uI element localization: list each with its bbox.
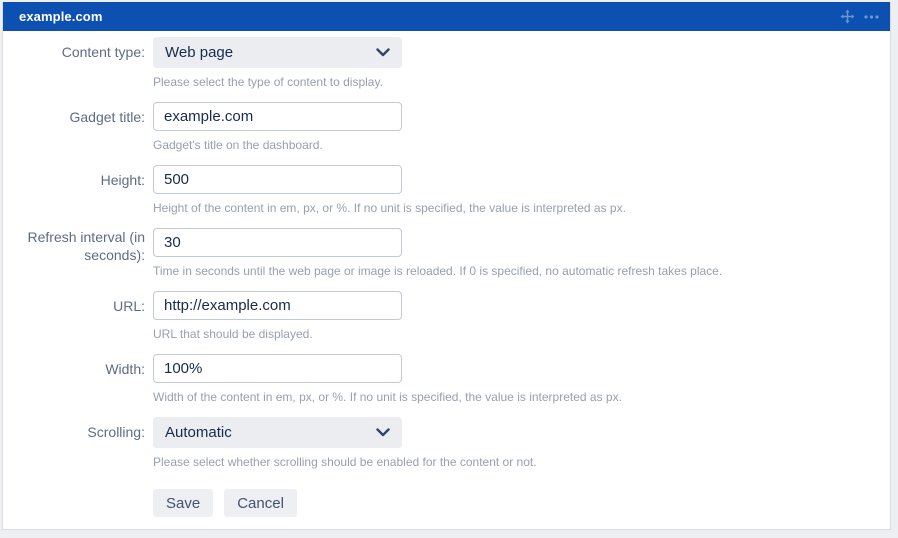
content-type-help: Please select the type of content to display. — [153, 75, 383, 89]
save-button[interactable]: Save — [153, 489, 213, 517]
url-help: URL that should be displayed. — [153, 327, 313, 341]
move-icon[interactable] — [840, 9, 855, 24]
refresh-interval-help: Time in seconds until the web page or image is reloaded. If 0 is specified, no automatic refresh takes place. — [153, 264, 723, 278]
field-row-url — [3, 291, 880, 341]
scrolling-help: Please select whether scrolling should be enabled for the content or not. — [153, 455, 537, 469]
gadget-config-form — [3, 31, 890, 529]
field-row-content-type — [3, 37, 880, 89]
form-buttons — [153, 489, 880, 517]
url-input[interactable] — [153, 291, 402, 320]
content-type-select[interactable] — [153, 37, 402, 68]
content-type-select-value: Web page — [165, 44, 234, 61]
refresh-interval-label: Refresh interval (in seconds): — [27, 229, 145, 263]
scrolling-label: Scrolling: — [87, 424, 145, 440]
gadget-title-help: Gadget's title on the dashboard. — [153, 138, 323, 152]
gadget-header — [3, 2, 890, 31]
height-help: Height of the content in em, px, or %. If no unit is specified, the value is interpreted as px. — [153, 201, 626, 215]
width-input[interactable] — [153, 354, 402, 383]
gadget-title-input[interactable] — [153, 102, 402, 131]
scrolling-select-value: Automatic — [165, 424, 232, 441]
chevron-down-icon — [376, 428, 390, 437]
refresh-interval-input[interactable] — [153, 228, 402, 257]
gadget-panel — [2, 2, 891, 530]
field-row-height — [3, 165, 880, 215]
scrolling-select[interactable] — [153, 417, 402, 448]
field-row-scrolling — [3, 417, 880, 469]
url-label: URL: — [113, 298, 145, 314]
field-row-refresh-interval — [3, 228, 880, 278]
header-icons — [840, 9, 880, 24]
gadget-title-label: Gadget title: — [69, 109, 145, 125]
content-type-label: Content type: — [61, 44, 145, 60]
height-input[interactable] — [153, 165, 402, 194]
field-row-gadget-title — [3, 102, 880, 152]
width-help: Width of the content in em, px, or %. If no unit is specified, the value is interpreted as px. — [153, 390, 622, 404]
more-icon[interactable] — [863, 9, 880, 24]
height-label: Height: — [100, 172, 145, 188]
width-label: Width: — [105, 361, 145, 377]
gadget-header-title: example.com — [19, 9, 103, 24]
chevron-down-icon — [376, 48, 390, 57]
field-row-width — [3, 354, 880, 404]
cancel-button[interactable]: Cancel — [224, 489, 297, 517]
